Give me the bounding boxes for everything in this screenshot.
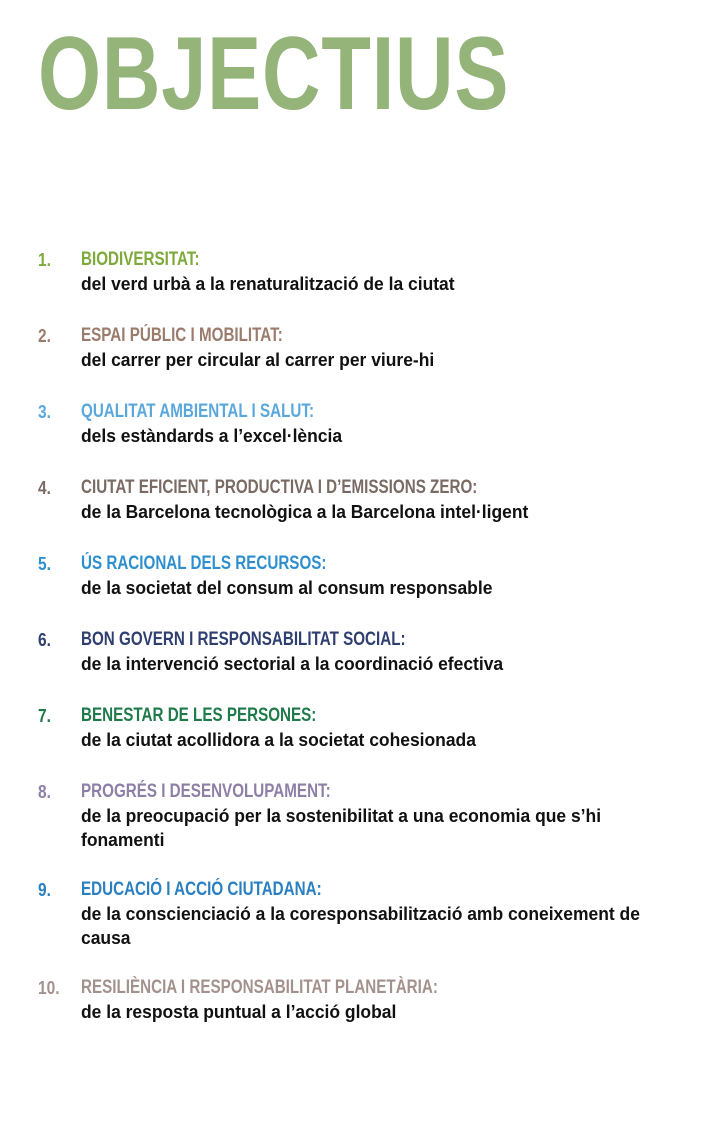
objective-heading: BENESTAR DE LES PERSONES: (81, 705, 317, 726)
objective-number: 8. (38, 782, 51, 802)
objective-heading: QUALITAT AMBIENTAL I SALUT: (81, 401, 315, 422)
objective-heading: BON GOVERN I RESPONSABILITAT SOCIAL: (81, 629, 406, 650)
objective-number: 6. (38, 630, 51, 650)
objective-heading: CIUTAT EFICIENT, PRODUCTIVA I D’EMISSIONS ZERO: (81, 477, 478, 498)
objective-item-9 (38, 878, 698, 950)
objective-description: del carrer per circular al carrer per viure-hi (81, 350, 435, 370)
objective-number: 10. (38, 978, 60, 998)
objective-item-4 (38, 476, 698, 524)
objective-number: 3. (38, 402, 51, 422)
objective-description: de la intervenció sectorial a la coordinació efectiva (81, 654, 504, 674)
objective-heading: RESILIÈNCIA I RESPONSABILITAT PLANETÀRIA: (81, 977, 438, 998)
objective-description: de la resposta puntual a l’acció global (81, 1002, 397, 1022)
objective-heading: PROGRÉS I DESENVOLUPAMENT: (81, 781, 331, 802)
objective-item-6 (38, 628, 698, 676)
objective-number: 2. (38, 326, 51, 346)
objective-heading: BIODIVERSITAT: (81, 249, 200, 270)
objective-item-7 (38, 704, 698, 752)
objective-description: de la preocupació per la sostenibilitat a una economia que s’hi fonamenti (81, 806, 602, 850)
objective-number: 1. (38, 250, 51, 270)
objective-item-8 (38, 780, 698, 852)
objective-item-10 (38, 976, 698, 1024)
objective-number: 5. (38, 554, 51, 574)
objective-item-1 (38, 248, 698, 296)
objective-item-5 (38, 552, 698, 600)
objective-description: de la societat del consum al consum responsable (81, 578, 493, 598)
objective-item-3 (38, 400, 698, 448)
objective-heading: ÚS RACIONAL DELS RECURSOS: (81, 553, 327, 574)
objective-number: 7. (38, 706, 51, 726)
objective-description: dels estàndards a l’excel·lència (81, 426, 343, 446)
page-title: OBJECTIUS (38, 16, 510, 132)
objective-heading: ESPAI PÚBLIC I MOBILITAT: (81, 325, 283, 346)
objective-heading: EDUCACIÓ I ACCIÓ CIUTADANA: (81, 879, 322, 900)
objective-item-2 (38, 324, 698, 372)
objective-number: 9. (38, 880, 51, 900)
objective-description: de la Barcelona tecnològica a la Barcelona intel·ligent (81, 502, 529, 522)
objectives-list (38, 248, 698, 1052)
objective-number: 4. (38, 478, 51, 498)
objective-description: de la conscienciació a la coresponsabilització amb coneixement de causa (81, 904, 640, 948)
objective-description: de la ciutat acollidora a la societat cohesionada (81, 730, 476, 750)
objective-description: del verd urbà a la renaturalització de la ciutat (81, 274, 455, 294)
